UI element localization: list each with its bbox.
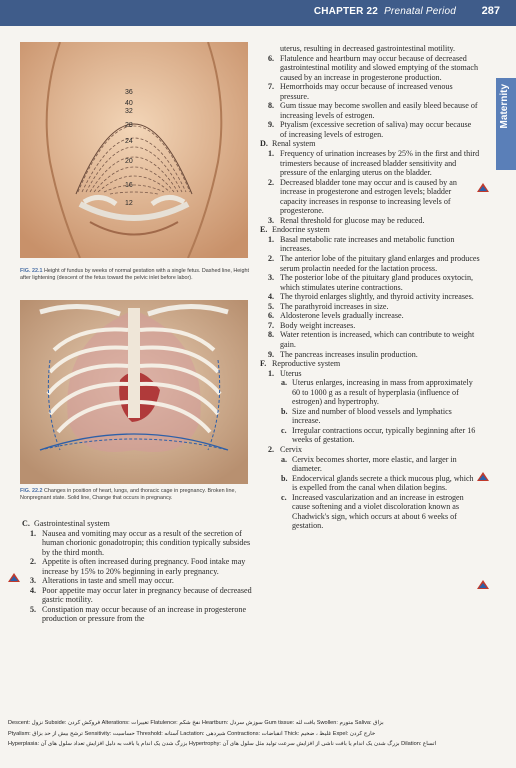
item-number: 3. xyxy=(268,215,275,225)
list-item xyxy=(258,350,480,360)
sub-item xyxy=(258,426,480,445)
list-item xyxy=(258,369,480,379)
figure-thoracic-cage xyxy=(20,300,248,484)
item-text: Appetite is often increased during pregnancy. Food intake may increase by 15% to 20% beginning in early pregnancy. xyxy=(42,557,246,576)
fundal-label-20: 20 xyxy=(125,158,133,165)
item-number: 1. xyxy=(268,149,275,159)
list-item xyxy=(258,311,480,321)
item-text: The thyroid enlarges slightly, and thyroid activity increases. xyxy=(280,292,474,302)
item-text: The parathyroid increases in size. xyxy=(280,301,389,311)
item-number: 7. xyxy=(268,320,275,330)
glossary-footer xyxy=(8,718,508,750)
side-tab-label: Maternity xyxy=(499,84,510,129)
item-number: 6. xyxy=(268,53,275,63)
thoracic-cage-illustration xyxy=(20,300,248,484)
list-item xyxy=(20,529,256,558)
item-text: The posterior lobe of the pituitary gland produces oxytocin, which stimulates uterine contractions. xyxy=(280,273,474,292)
item-text: Basal metabolic rate increases and metabolic function increases. xyxy=(280,234,455,254)
item-text: Cervix xyxy=(280,444,303,454)
sub-item-text: Endocervical glands secrete a thick mucous plug, which is expelled from the canal when dilation begins. xyxy=(292,473,474,493)
list-item xyxy=(258,149,480,178)
sub-item-letter: a. xyxy=(281,378,288,388)
item-number: 4. xyxy=(30,585,37,595)
item-text: Poor appetite may occur later in pregnancy because of decreased gastric motility. xyxy=(42,585,252,605)
priority-triangle-icon xyxy=(8,573,20,582)
item-text: Alterations in taste and smell may occur. xyxy=(42,576,174,586)
sub-item-text: Increased vascularization and an increase in estrogen cause softening and a violet discoloration known as Chadwick's sign, which occurs at about 6 weeks of gestation. xyxy=(292,492,464,531)
sub-item-text: Cervix becomes shorter, more elastic, and larger in diameter. xyxy=(292,454,457,474)
sub-item xyxy=(258,378,480,407)
section-heading-gastrointestinal xyxy=(20,519,256,529)
item-text: The pancreas increases insulin production. xyxy=(280,349,418,359)
fundal-label-32: 32 xyxy=(125,108,133,115)
section-letter: E. xyxy=(260,225,268,235)
item-number: 2. xyxy=(268,254,275,264)
item-number: 9. xyxy=(268,120,275,130)
list-item xyxy=(258,54,480,83)
list-item xyxy=(20,586,256,605)
item-text: Constipation may occur because of an increase in progesterone production or pressure from the xyxy=(42,604,247,624)
priority-triangle-icon xyxy=(477,580,489,589)
section-letter: F. xyxy=(260,359,267,369)
list-item xyxy=(20,576,256,586)
item-text: Ptyalism (excessive secretion of saliva) may occur because of increasing levels of estrogen. xyxy=(280,120,472,139)
section-title: Endocrine system xyxy=(272,225,330,235)
sub-item xyxy=(258,493,480,531)
fundal-label-40: 40 xyxy=(125,100,133,107)
figure2-caption xyxy=(20,488,250,502)
list-item xyxy=(258,254,480,273)
list-item xyxy=(258,101,480,120)
item-text: Gum tissue may become swollen and easily bleed because of increasing levels of estrogen. xyxy=(280,101,478,120)
section-title: Renal system xyxy=(272,139,316,149)
item-number: 5. xyxy=(268,301,275,311)
sub-item-letter: b. xyxy=(281,473,288,483)
figure2-caption-label: FIG. 22.2 xyxy=(20,488,43,494)
item-number: 8. xyxy=(268,330,275,340)
list-item xyxy=(258,445,480,455)
list-item xyxy=(258,178,480,216)
item-text: Body weight increases. xyxy=(280,320,356,330)
figure1-caption-text: Height of fundus by weeks of normal gestation with a single fetus. Dashed line, Height after lightening (descent of the fetus toward the pelvic inlet before labor). xyxy=(20,268,249,281)
left-column xyxy=(20,519,256,624)
list-item xyxy=(20,605,256,624)
item-text: Aldosterone levels gradually increase. xyxy=(280,311,404,321)
item-text: Hemorrhoids may occur because of increased venous pressure. xyxy=(280,82,453,101)
fundal-height-illustration xyxy=(20,42,248,258)
list-item xyxy=(258,235,480,254)
sub-item-text: Irregular contractions occur, typically beginning after 16 weeks of gestation. xyxy=(292,425,476,445)
right-column xyxy=(258,44,480,531)
list-item xyxy=(258,120,480,139)
fundal-label-24: 24 xyxy=(125,138,133,145)
glossary-row: Descent: نزول Subside: فروکش کردن Alterations: تغییرات Flatulence: نفخ شکم Heartburn: سوزش سردل Gum tissue: بافت لثه Swollen: متورم Saliva: بزاق xyxy=(8,720,384,726)
item-number: 1. xyxy=(30,528,37,538)
page-header xyxy=(0,0,516,26)
section-letter: C. xyxy=(22,519,30,528)
item-number: 5. xyxy=(30,604,37,614)
sub-item-text: Size and number of blood vessels and lymphatics increase. xyxy=(292,406,452,426)
fundal-label-12: 12 xyxy=(125,200,133,207)
item-number: 1. xyxy=(268,234,275,244)
sub-item-text: Uterus enlarges, increasing in mass from approximately 60 to 1000 g as a result of hyperplasia (influence of estrogen) and hypertrophy. xyxy=(292,378,473,407)
item-text: Frequency of urination increases by 25% in the first and third trimesters because of increased bladder sensitivity and pressure of the enlarging uterus on the bladder. xyxy=(280,149,480,178)
priority-triangle-icon xyxy=(477,183,489,192)
item-text: Renal threshold for glucose may be reduced. xyxy=(280,215,425,225)
figure1-caption-label: FIG. 22.1 xyxy=(20,268,43,274)
item-number: 7. xyxy=(268,82,275,92)
glossary-row: Hyperplasia: بزرگ شدن یک اندام یا بافت به دلیل افزایش تعداد سلول های آن Hypertrophy: بزرگ شدن یک اندام یا بافت ناشی از افزایش سرعت تولید مثل سلول های آن Dilation: اتساع xyxy=(8,741,437,747)
fundal-label-36: 36 xyxy=(125,89,133,96)
list-item xyxy=(258,330,480,349)
section-title: Gastrointestinal system xyxy=(34,519,110,528)
item-number: 2. xyxy=(268,177,275,187)
fundal-label-28: 28 xyxy=(125,122,133,129)
chapter-number: CHAPTER 22 xyxy=(313,6,379,17)
section-heading-reproductive xyxy=(258,359,480,369)
figure2-caption-text: Changes in position of heart, lungs, and thoracic cage in pregnancy. Broken line, Nonpregnant state. Solid line, Change that occurs in pregnancy. xyxy=(20,488,236,501)
priority-triangle-icon xyxy=(477,472,489,481)
fundal-label-16: 16 xyxy=(125,182,133,189)
item-number: 2. xyxy=(30,557,37,567)
sub-item xyxy=(258,407,480,426)
chapter-heading xyxy=(314,6,456,17)
item-text: Decreased bladder tone may occur and is caused by an increase in progesterone and estrogen levels; bladder capacity increases in response to increasing levels of progesterone. xyxy=(280,177,457,216)
item-text: Flatulence and heartburn may occur because of decreased gastrointestinal motility and slowed emptying of the stomach caused by an increase in progesterone production. xyxy=(280,53,479,82)
continued-text: uterus, resulting in decreased gastrointestinal motility. xyxy=(280,44,456,53)
item-text: Water retention is increased, which can contribute to weight gain. xyxy=(280,330,475,349)
section-side-tab xyxy=(496,78,516,170)
section-letter: D. xyxy=(260,139,268,149)
sub-item-letter: a. xyxy=(281,454,288,464)
list-item xyxy=(258,216,480,226)
list-item xyxy=(258,82,480,101)
item-number: 3. xyxy=(30,576,37,586)
item-text: Uterus xyxy=(280,368,302,378)
glossary-row: Ptyalism: ترشح بیش از حد بزاق Sensitivity: حساسیت Threshold: آستانه Lactation: شیردهی Contractions: انقباضات Thick: غلیظ ، ضخیم Expel: خارج کردن xyxy=(8,730,376,737)
item-number: 9. xyxy=(268,349,275,359)
item-number: 1. xyxy=(268,368,275,378)
list-item xyxy=(258,273,480,292)
list-item xyxy=(20,557,256,576)
page-number: 287 xyxy=(481,5,500,17)
item-text: The anterior lobe of the pituitary gland enlarges and produces serum prolactin needed for the lactation process. xyxy=(280,254,480,273)
list-item xyxy=(258,321,480,331)
item-number: 4. xyxy=(268,292,275,302)
sub-item-letter: c. xyxy=(281,492,287,502)
item-number: 6. xyxy=(268,311,275,321)
chapter-title: Prenatal Period xyxy=(384,6,456,17)
figure-fundal-height xyxy=(20,42,248,258)
item-number: 3. xyxy=(268,273,275,283)
sub-item-letter: c. xyxy=(281,425,287,435)
section-title: Reproductive system xyxy=(272,359,341,369)
list-item xyxy=(258,302,480,312)
item-number: 2. xyxy=(268,444,275,454)
sub-item xyxy=(258,455,480,474)
figure1-caption xyxy=(20,268,250,282)
sub-item-letter: b. xyxy=(281,406,288,416)
item-text: Nausea and vomiting may occur as a result of the secretion of human chorionic gonadotropin; this condition typically subsides by the third month. xyxy=(42,528,251,557)
item-number: 8. xyxy=(268,101,275,111)
list-item xyxy=(258,292,480,302)
sub-item xyxy=(258,474,480,493)
section-heading-endocrine xyxy=(258,225,480,235)
section-heading-renal xyxy=(258,139,480,149)
